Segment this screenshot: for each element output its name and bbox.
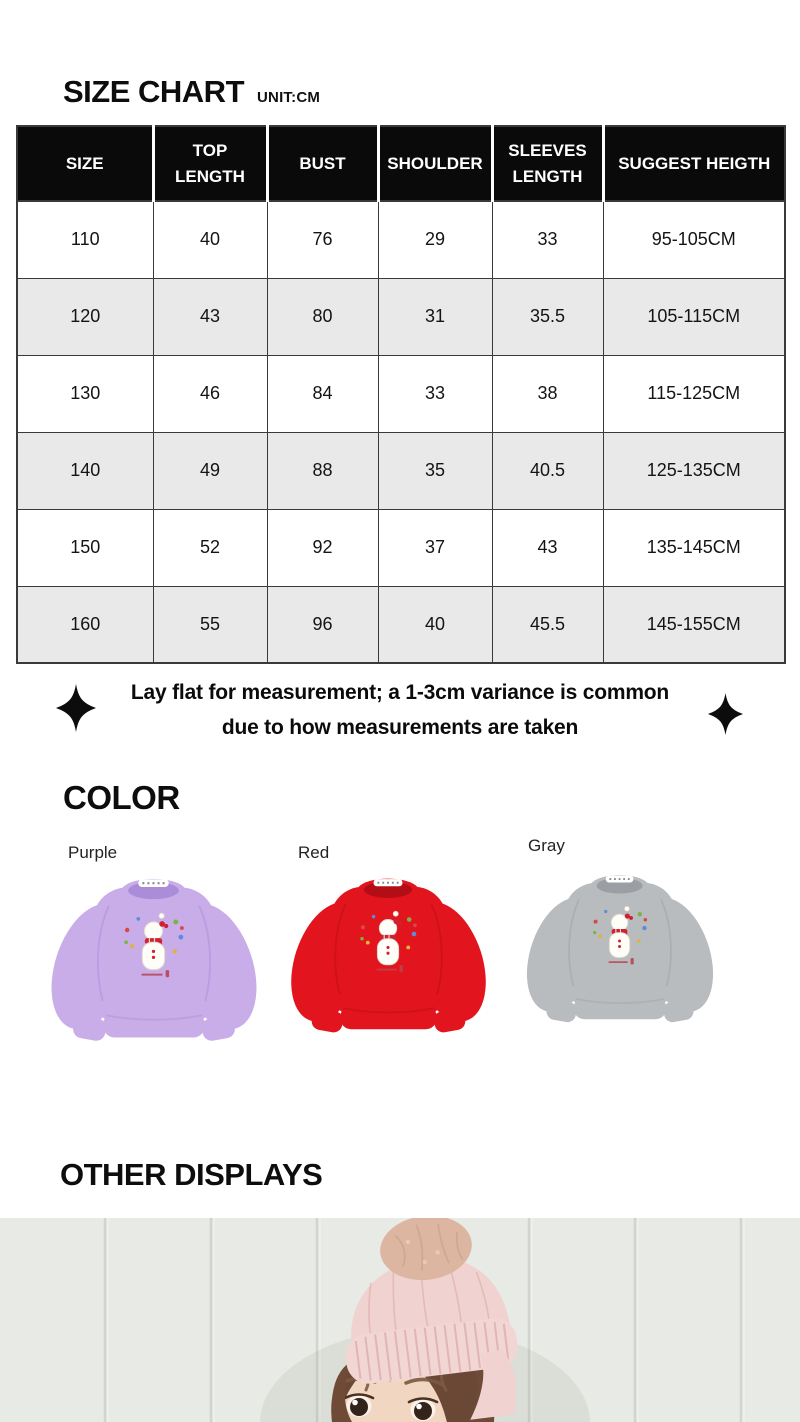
- table-cell: 88: [267, 432, 378, 509]
- table-cell: 105-115CM: [603, 278, 785, 355]
- sweatshirt-image-gray: [521, 864, 719, 1040]
- table-cell: 125-135CM: [603, 432, 785, 509]
- table-cell: 55: [153, 586, 267, 663]
- table-cell: 33: [492, 201, 603, 278]
- measurement-note-line2: due to how measurements are taken: [221, 716, 579, 739]
- header-cell: BUST: [267, 126, 378, 201]
- table-cell: 29: [378, 201, 492, 278]
- table-cell: 35.5: [492, 278, 603, 355]
- measurement-note: [0, 675, 800, 745]
- size-chart-table: [16, 125, 786, 664]
- table-cell: 92: [267, 509, 378, 586]
- header-cell: TOP LENGTH: [153, 126, 267, 201]
- unit-label: UNIT:CM: [257, 89, 321, 106]
- table-cell: 130: [17, 355, 153, 432]
- table-cell: 140: [17, 432, 153, 509]
- table-cell: 95-105CM: [603, 201, 785, 278]
- sparkle-icon: [708, 693, 743, 735]
- color-label: Red: [298, 843, 330, 862]
- other-displays-title: OTHER DISPLAYS: [60, 1157, 323, 1192]
- table-cell: 40.5: [492, 432, 603, 509]
- table-cell: 40: [378, 586, 492, 663]
- table-cell: 38: [492, 355, 603, 432]
- table-cell: 110: [17, 201, 153, 278]
- table-cell: 31: [378, 278, 492, 355]
- table-header-row: [17, 126, 785, 201]
- table-cell: 49: [153, 432, 267, 509]
- sweatshirt-image-purple: [45, 867, 263, 1060]
- table-cell: 45.5: [492, 586, 603, 663]
- color-option-purple: [45, 843, 280, 1060]
- table-row: [17, 509, 785, 586]
- table-cell: 40: [153, 201, 267, 278]
- table-cell: 84: [267, 355, 378, 432]
- table-cell: 80: [267, 278, 378, 355]
- table-row: [17, 355, 785, 432]
- color-section-title: COLOR: [63, 779, 180, 816]
- table-cell: 37: [378, 509, 492, 586]
- table-cell: 35: [378, 432, 492, 509]
- table-cell: 52: [153, 509, 267, 586]
- size-chart-title: SIZE CHART: [63, 74, 244, 109]
- table-cell: 96: [267, 586, 378, 663]
- table-row: [17, 278, 785, 355]
- table-cell: 43: [153, 278, 267, 355]
- table-cell: 43: [492, 509, 603, 586]
- table-row: [17, 586, 785, 663]
- size-chart-header: [63, 74, 320, 110]
- color-label: Purple: [68, 843, 118, 862]
- color-option-gray: [521, 836, 756, 1040]
- table-cell: 120: [17, 278, 153, 355]
- table-cell: 135-145CM: [603, 509, 785, 586]
- table-row: [17, 432, 785, 509]
- table-cell: 150: [17, 509, 153, 586]
- table-cell: 33: [378, 355, 492, 432]
- header-cell: SHOULDER: [378, 126, 492, 201]
- table-cell: 115-125CM: [603, 355, 785, 432]
- table-cell: 160: [17, 586, 153, 663]
- table-row: [17, 201, 785, 278]
- table-cell: 46: [153, 355, 267, 432]
- sparkle-icon: [56, 684, 96, 732]
- color-option-red: [285, 843, 520, 1051]
- color-label: Gray: [528, 836, 565, 855]
- model-photo: [0, 1218, 800, 1422]
- header-cell: SUGGEST HEIGTH: [603, 126, 785, 201]
- measurement-note-line1: Lay flat for measurement; a 1-3cm variance is common: [130, 681, 670, 704]
- header-cell: SLEEVES LENGTH: [492, 126, 603, 201]
- sweatshirt-image-red: [285, 867, 492, 1051]
- header-cell: SIZE: [17, 126, 153, 201]
- table-cell: 76: [267, 201, 378, 278]
- table-cell: 145-155CM: [603, 586, 785, 663]
